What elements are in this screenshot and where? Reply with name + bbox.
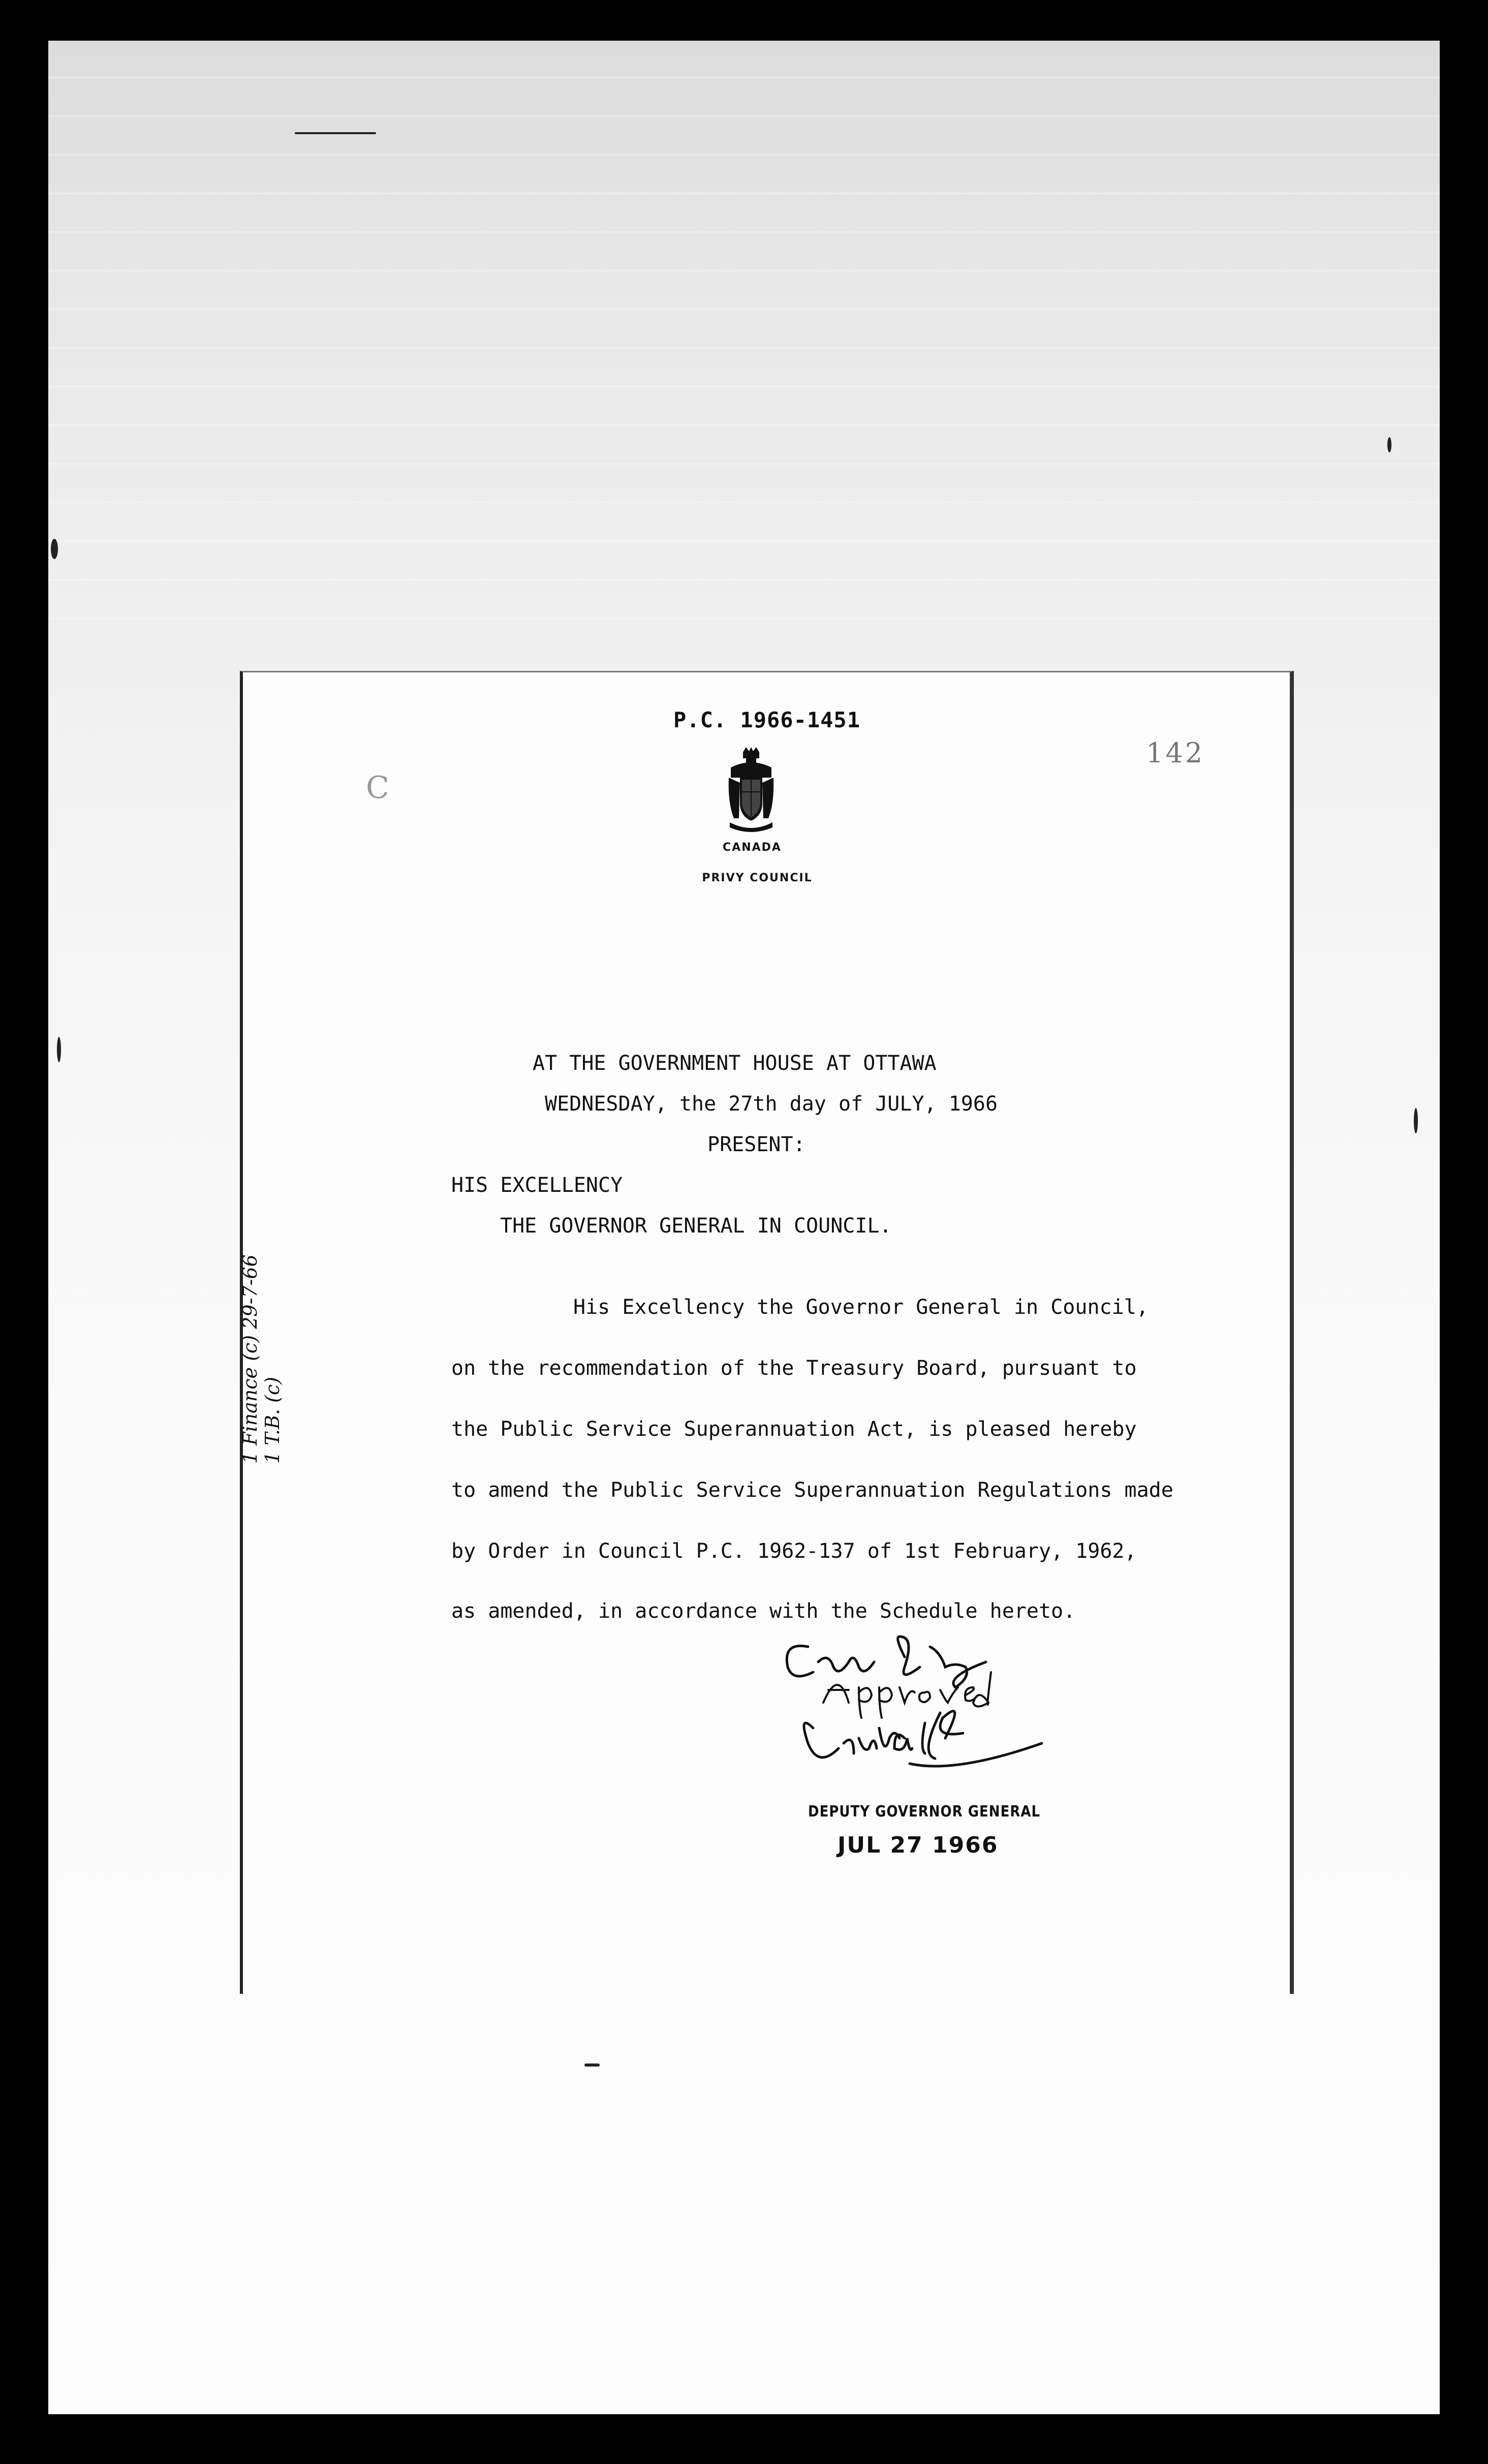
- attendance-line-2: THE GOVERNOR GENERAL IN COUNCIL.: [500, 1214, 892, 1238]
- stray-mark: C: [366, 770, 389, 806]
- margin-note-line-2: 1 T.B. (c): [261, 1376, 284, 1464]
- canada-coat-of-arms-icon: [728, 747, 774, 834]
- film-speck: [584, 2063, 600, 2067]
- stamp-date: JUL 27 1966: [838, 1832, 999, 1858]
- heading-place: AT THE GOVERNMENT HOUSE AT OTTAWA: [533, 1052, 937, 1075]
- scan-artifacts: [48, 41, 1440, 651]
- heading-date: WEDNESDAY, the 27th day of JULY, 1966: [545, 1092, 998, 1116]
- document-sheet: [240, 671, 1294, 1994]
- body-line: to amend the Public Service Superannuation Regulations made: [451, 1479, 1173, 1502]
- body-line: as amended, in accordance with the Schedule hereto.: [451, 1599, 1076, 1623]
- heading-present: PRESENT:: [707, 1133, 805, 1156]
- film-speck: [1414, 1108, 1418, 1133]
- stamp-title: DEPUTY GOVERNOR GENERAL: [808, 1803, 1041, 1821]
- body-line: the Public Service Superannuation Act, is pleased hereby: [451, 1418, 1137, 1441]
- letterhead-country: CANADA: [723, 841, 782, 854]
- handwritten-margin-note: [239, 1254, 284, 1464]
- handwritten-signatures: [778, 1626, 1082, 1789]
- letterhead-office: PRIVY COUNCIL: [702, 872, 813, 884]
- film-speck: [57, 1037, 61, 1062]
- page-number: 142: [1146, 737, 1205, 769]
- order-number: P.C. 1966-1451: [673, 707, 861, 732]
- body-line: on the recommendation of the Treasury Board, pursuant to: [451, 1357, 1137, 1380]
- body-line: by Order in Council P.C. 1962-137 of 1st February, 1962,: [451, 1539, 1137, 1563]
- margin-note-line-1: 1 Finance (c) 29-7-66: [239, 1254, 261, 1464]
- film-speck: [1387, 437, 1391, 452]
- attendance-line-1: HIS EXCELLENCY: [451, 1174, 623, 1197]
- film-speck: [295, 132, 376, 134]
- body-line: His Excellency the Governor General in Council,: [573, 1296, 1149, 1319]
- film-speck: [51, 539, 58, 559]
